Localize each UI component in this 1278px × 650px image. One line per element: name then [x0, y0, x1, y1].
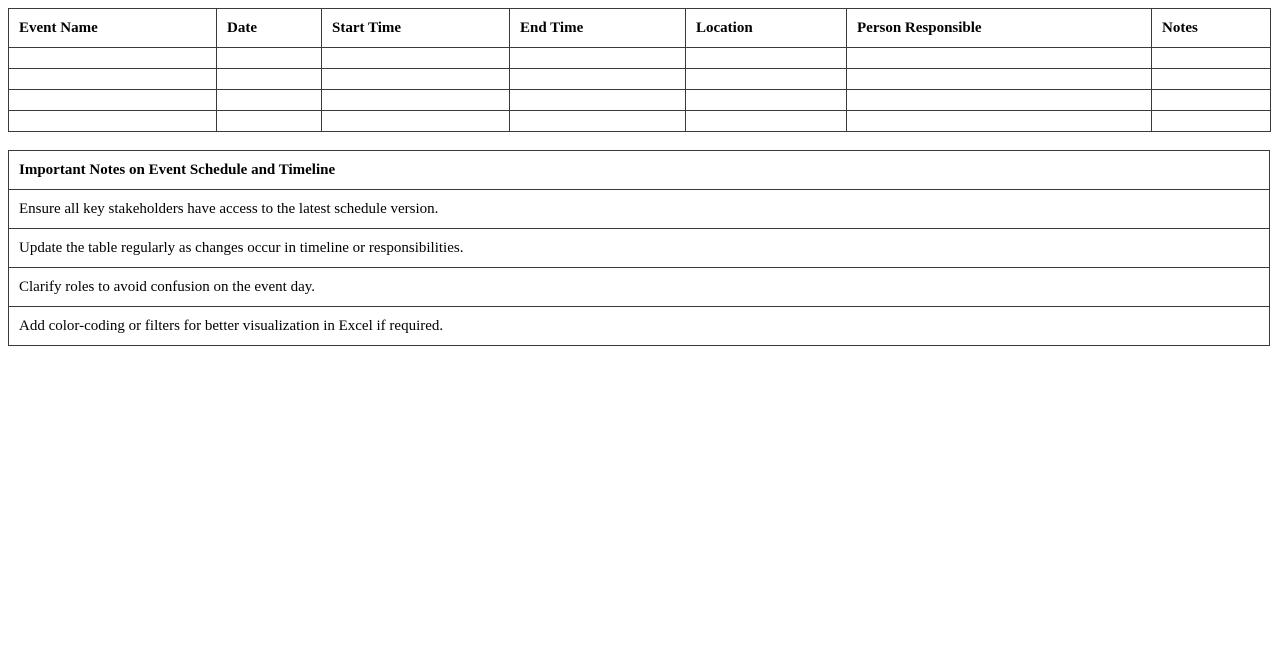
notes-title: Important Notes on Event Schedule and Timeline [9, 151, 1270, 190]
event-schedule-table [8, 8, 1271, 132]
table-cell[interactable] [847, 48, 1152, 69]
table-cell[interactable] [322, 90, 510, 111]
notes-row [9, 307, 1270, 346]
table-cell[interactable] [686, 90, 847, 111]
table-cell[interactable] [686, 48, 847, 69]
note-item: Ensure all key stakeholders have access to the latest schedule version. [9, 190, 1270, 229]
table-cell[interactable] [1152, 48, 1271, 69]
table-cell[interactable] [1152, 111, 1271, 132]
notes-row [9, 190, 1270, 229]
table-cell[interactable] [510, 111, 686, 132]
note-item: Add color-coding or filters for better visualization in Excel if required. [9, 307, 1270, 346]
note-item: Clarify roles to avoid confusion on the event day. [9, 268, 1270, 307]
table-cell[interactable] [847, 69, 1152, 90]
table-row [9, 111, 1271, 132]
table-cell[interactable] [686, 69, 847, 90]
important-notes-table [8, 150, 1270, 346]
table-cell[interactable] [847, 111, 1152, 132]
table-row [9, 69, 1271, 90]
table-cell[interactable] [9, 69, 217, 90]
table-cell[interactable] [510, 90, 686, 111]
table-cell[interactable] [1152, 69, 1271, 90]
column-header-end-time: End Time [510, 9, 686, 48]
table-cell[interactable] [9, 48, 217, 69]
table-cell[interactable] [686, 111, 847, 132]
column-header-date: Date [217, 9, 322, 48]
table-cell[interactable] [1152, 90, 1271, 111]
notes-header-row [9, 151, 1270, 190]
table-cell[interactable] [9, 90, 217, 111]
table-cell[interactable] [217, 69, 322, 90]
table-cell[interactable] [322, 111, 510, 132]
table-cell[interactable] [510, 48, 686, 69]
note-item: Update the table regularly as changes occur in timeline or responsibilities. [9, 229, 1270, 268]
table-header-row [9, 9, 1271, 48]
column-header-start-time: Start Time [322, 9, 510, 48]
column-header-person-responsible: Person Responsible [847, 9, 1152, 48]
column-header-event-name: Event Name [9, 9, 217, 48]
table-cell[interactable] [510, 69, 686, 90]
table-row [9, 90, 1271, 111]
table-cell[interactable] [847, 90, 1152, 111]
column-header-notes: Notes [1152, 9, 1271, 48]
table-cell[interactable] [217, 48, 322, 69]
notes-row [9, 268, 1270, 307]
table-cell[interactable] [217, 90, 322, 111]
table-cell[interactable] [217, 111, 322, 132]
column-header-location: Location [686, 9, 847, 48]
table-cell[interactable] [322, 48, 510, 69]
table-cell[interactable] [322, 69, 510, 90]
table-cell[interactable] [9, 111, 217, 132]
notes-row [9, 229, 1270, 268]
table-row [9, 48, 1271, 69]
